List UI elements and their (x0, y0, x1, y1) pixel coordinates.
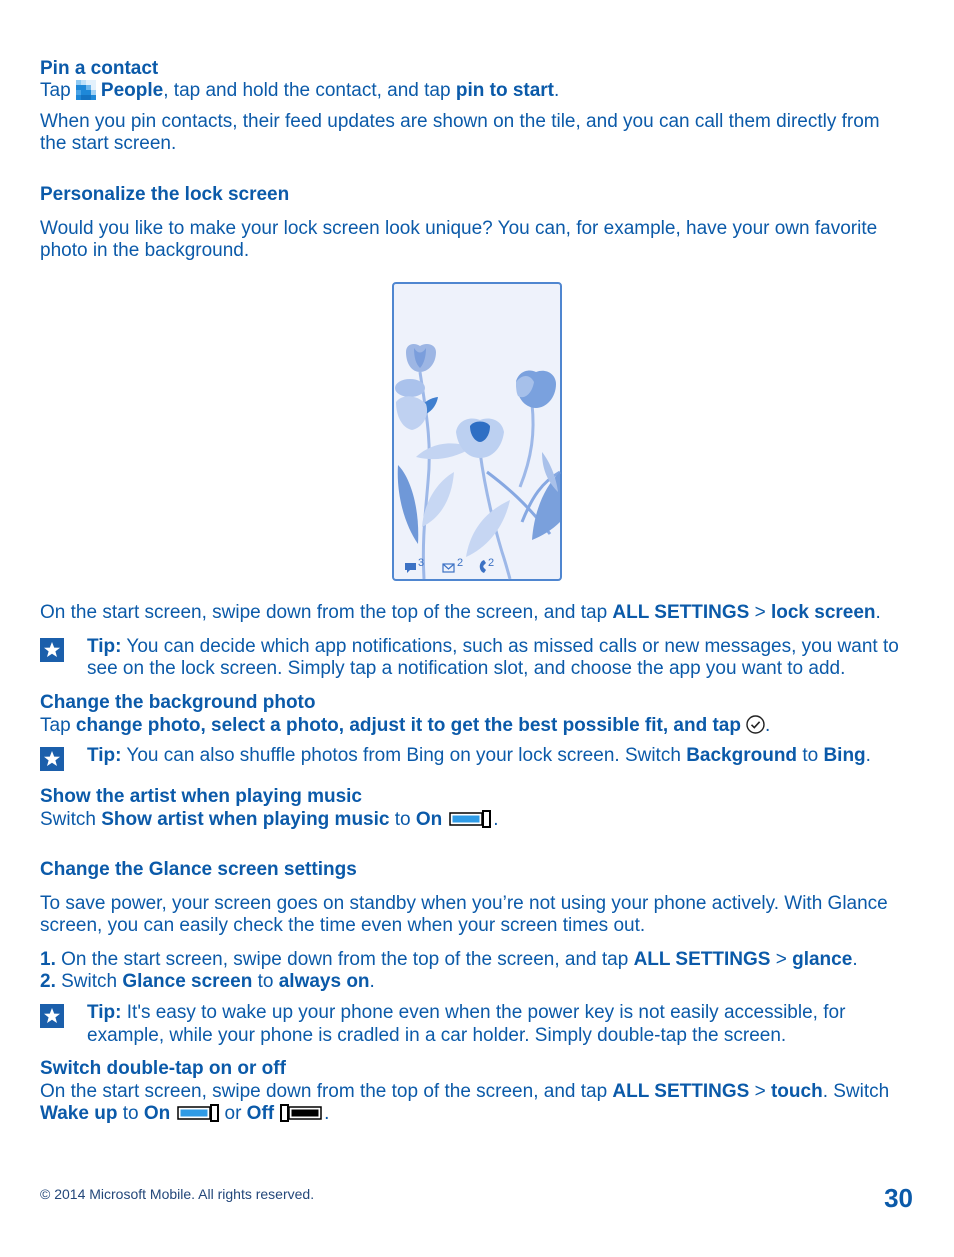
show-artist-label: Show artist when playing music (101, 809, 390, 830)
glance-label: glance (792, 949, 853, 970)
pin-to-start-label: pin to start (455, 80, 555, 101)
tip-text: . (865, 745, 871, 766)
step-instruction: change photo, select a photo, adjust it to get the best possible fit, and tap (75, 715, 741, 736)
paragraph-line: When you pin contacts, their feed updates are shown on the tile, and you can call them directly from (40, 111, 880, 132)
paragraph-line: screen, you can easily check the time even when your screen times out. (40, 915, 646, 936)
tip-text: to (797, 745, 824, 766)
wake-up-label: Wake up (40, 1103, 118, 1124)
step-text: or (219, 1103, 247, 1124)
lock-screen-label: lock screen (770, 602, 876, 623)
step-text: . (324, 1103, 330, 1124)
tip-star-icon (40, 1004, 64, 1028)
all-settings-label: ALL SETTINGS (612, 602, 750, 623)
tip-text: You can decide which app notifications, such as missed calls or new messages, you want to (121, 636, 899, 657)
tip-line: see on the lock screen. Simply tap a notification slot, and choose the app you want to add. (87, 658, 846, 679)
step-text: , tap and hold the contact, and tap (163, 80, 456, 101)
message-count: 3 (418, 557, 425, 569)
step-text: On the start screen, swipe down from the top of the screen, and tap (55, 949, 634, 970)
calls-count: 2 (488, 557, 495, 569)
tip-star-icon (40, 638, 64, 662)
people-label: People (100, 80, 164, 101)
paragraph-line: Would you like to make your lock screen look unique? You can, for example, have your own favorite (40, 218, 878, 239)
step-text: . (875, 602, 881, 623)
people-tile-icon (76, 80, 96, 100)
step-number: 2. (40, 971, 56, 992)
touch-label: touch (770, 1081, 823, 1102)
tip-label: Tip: (87, 636, 122, 657)
tip-label: Tip: (87, 1002, 122, 1023)
tip-line (87, 745, 871, 767)
double-tap-step (40, 1103, 329, 1125)
lock-screen-step (40, 602, 881, 624)
toggle-on-icon (177, 1104, 219, 1122)
tip-line: example, while your phone is cradled in a car holder. Simply double-tap the screen. (87, 1025, 787, 1046)
double-tap-step (40, 1081, 889, 1103)
step-text: On the start screen, swipe down from the top of the screen, and tap (40, 602, 613, 623)
paragraph-line: photo in the background. (40, 240, 250, 261)
background-label: Background (686, 745, 798, 766)
copyright-notice: © 2014 Microsoft Mobile. All rights reserved. (40, 1186, 315, 1202)
heading-glance-settings: Change the Glance screen settings (40, 859, 357, 880)
email-count: 2 (457, 557, 464, 569)
toggle-on-icon (449, 810, 491, 828)
step-text: . (369, 971, 375, 992)
toggle-off-icon (280, 1104, 322, 1122)
glance-step-1 (40, 949, 858, 971)
step-number: 1. (40, 949, 56, 970)
tip-text: You can also shuffle photos from Bing on your lock screen. Switch (121, 745, 687, 766)
all-settings-label: ALL SETTINGS (612, 1081, 750, 1102)
heading-double-tap: Switch double-tap on or off (40, 1058, 286, 1079)
pin-contact-step (40, 80, 559, 102)
tulip-head (395, 379, 425, 397)
tip-star-icon (40, 747, 64, 771)
heading-show-artist: Show the artist when playing music (40, 786, 362, 807)
tip-text: It's easy to wake up your phone even when the power key is not easily accessible, for (121, 1002, 846, 1023)
step-text: Switch (55, 971, 123, 992)
step-text: . (852, 949, 858, 970)
artist-music-step (40, 809, 499, 831)
tip-label: Tip: (87, 745, 122, 766)
bing-label: Bing (823, 745, 866, 766)
page-number: 30 (884, 1183, 913, 1213)
heading-pin-contact: Pin a contact (40, 58, 159, 79)
step-text: > (749, 602, 771, 623)
off-label: Off (246, 1103, 275, 1124)
always-on-label: always on (278, 971, 370, 992)
glance-step-2 (40, 971, 375, 993)
heading-change-background-photo: Change the background photo (40, 692, 316, 713)
on-label: On (143, 1103, 171, 1124)
all-settings-label: ALL SETTINGS (633, 949, 771, 970)
paragraph-line: the start screen. (40, 133, 177, 154)
step-text: Tap (40, 80, 76, 101)
step-text: > (749, 1081, 771, 1102)
checkmark-circle-icon (746, 715, 765, 734)
step-text: to (389, 809, 416, 830)
step-text: . (493, 809, 499, 830)
step-text: to (252, 971, 279, 992)
step-text: . Switch (822, 1081, 890, 1102)
step-text: to (117, 1103, 144, 1124)
lock-screen-preview-image (392, 282, 562, 581)
glance-screen-label: Glance screen (122, 971, 253, 992)
step-text: Switch (40, 809, 102, 830)
on-label: On (415, 809, 443, 830)
step-text: On the start screen, swipe down from the top of the screen, and tap (40, 1081, 613, 1102)
heading-personalize-lock-screen: Personalize the lock screen (40, 184, 290, 205)
tip-line (87, 1002, 845, 1024)
step-text: > (770, 949, 793, 970)
tip-line (87, 636, 899, 658)
background-photo-step (40, 715, 770, 737)
paragraph-line: To save power, your screen goes on standby when you’re not using your phone actively. With Glance (40, 893, 888, 914)
step-text: . (554, 80, 560, 101)
step-text: Tap (40, 715, 76, 736)
step-text: . (764, 715, 771, 736)
